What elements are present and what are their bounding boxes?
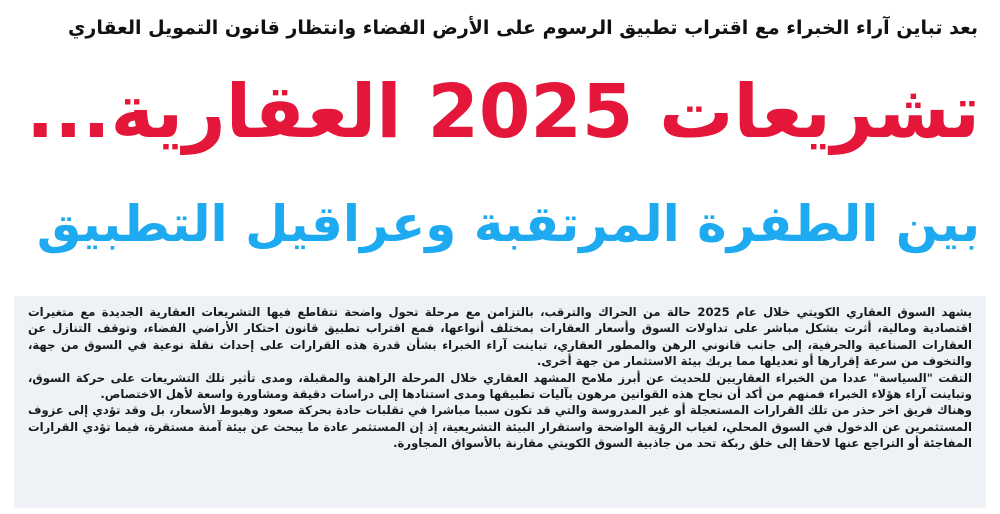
headline-line-2: بين الطفرة المرتقبة وعراقيل التطبيق	[36, 195, 980, 253]
paragraph-1: يشهد السوق العقاري الكويتي خلال عام 2025 حالة من الحراك والترقب، بالتزامن مع مرحلة تحول واضحة تتقاطع فيها التشريعات العقارية الجديدة مع متغيرات اقتصادية ومالية، أثرت بشكل مباشر على تداولات السوق وأسعار العقارات بمختلف أنواعها، فمع اقتراب تطبيق قانون احتكار الأراضي الفضاء، وتوقف التنازل عن العقارات الصناعية والحرفية، إلى جانب قانوني الرهن والمطور العقاري، تباينت آراء الخبراء بشأن قدرة هذه القرارات على إحداث نقلة نوعية في السوق من جهة، والتخوف من سرعة إقرارها أو تعديلها مما يربك بيئة الاستثمار من جهة أخرى.	[28, 305, 972, 369]
headline-line-1: تشريعات 2025 العقارية...	[26, 69, 980, 155]
article-kicker: بعد تباين آراء الخبراء مع اقتراب تطبيق الرسوم على الأرض الفضاء وانتظار قانون التمويل العقاري	[68, 17, 978, 39]
paragraph-2: التقت "السياسة" عددا من الخبراء العقاريين للحديث عن أبرز ملامح المشهد العقاري خلال المرحلة الراهنة والمقبلة، ومدى تأثير تلك التشريعات على حركة السوق، وتباينت آراء هؤلاء الخبراء فمنهم من أكد أن نجاح هذه القوانين مرهون بآليات تطبيقها ومدى استنادها إلى دراسات دقيقة ومشاورة واسعة لأهل الاختصاص.	[28, 370, 972, 402]
paragraph-3: وهناك فريق اخر حذر من تلك القرارات المستعجلة أو غير المدروسة والتي قد تكون سببا مباشرا في تقلبات حادة بحركة صعود وهبوط الأسعار، بل وقد تؤدي إلى عزوف المستثمرين عن الدخول في السوق المحلي، لغياب الرؤية الواضحة واستقرار البيئة التشريعية، إذ إن المستثمر عادة ما يبحث عن بيئة آمنة مستقرة، فيما تؤدي القرارات المفاجئة أو التراجع عنها لاحقا إلى خلق ربكة تحد من جاذبية السوق الكويتي مقارنة بالأسواق المجاورة.	[28, 403, 972, 451]
article-body	[14, 296, 986, 508]
